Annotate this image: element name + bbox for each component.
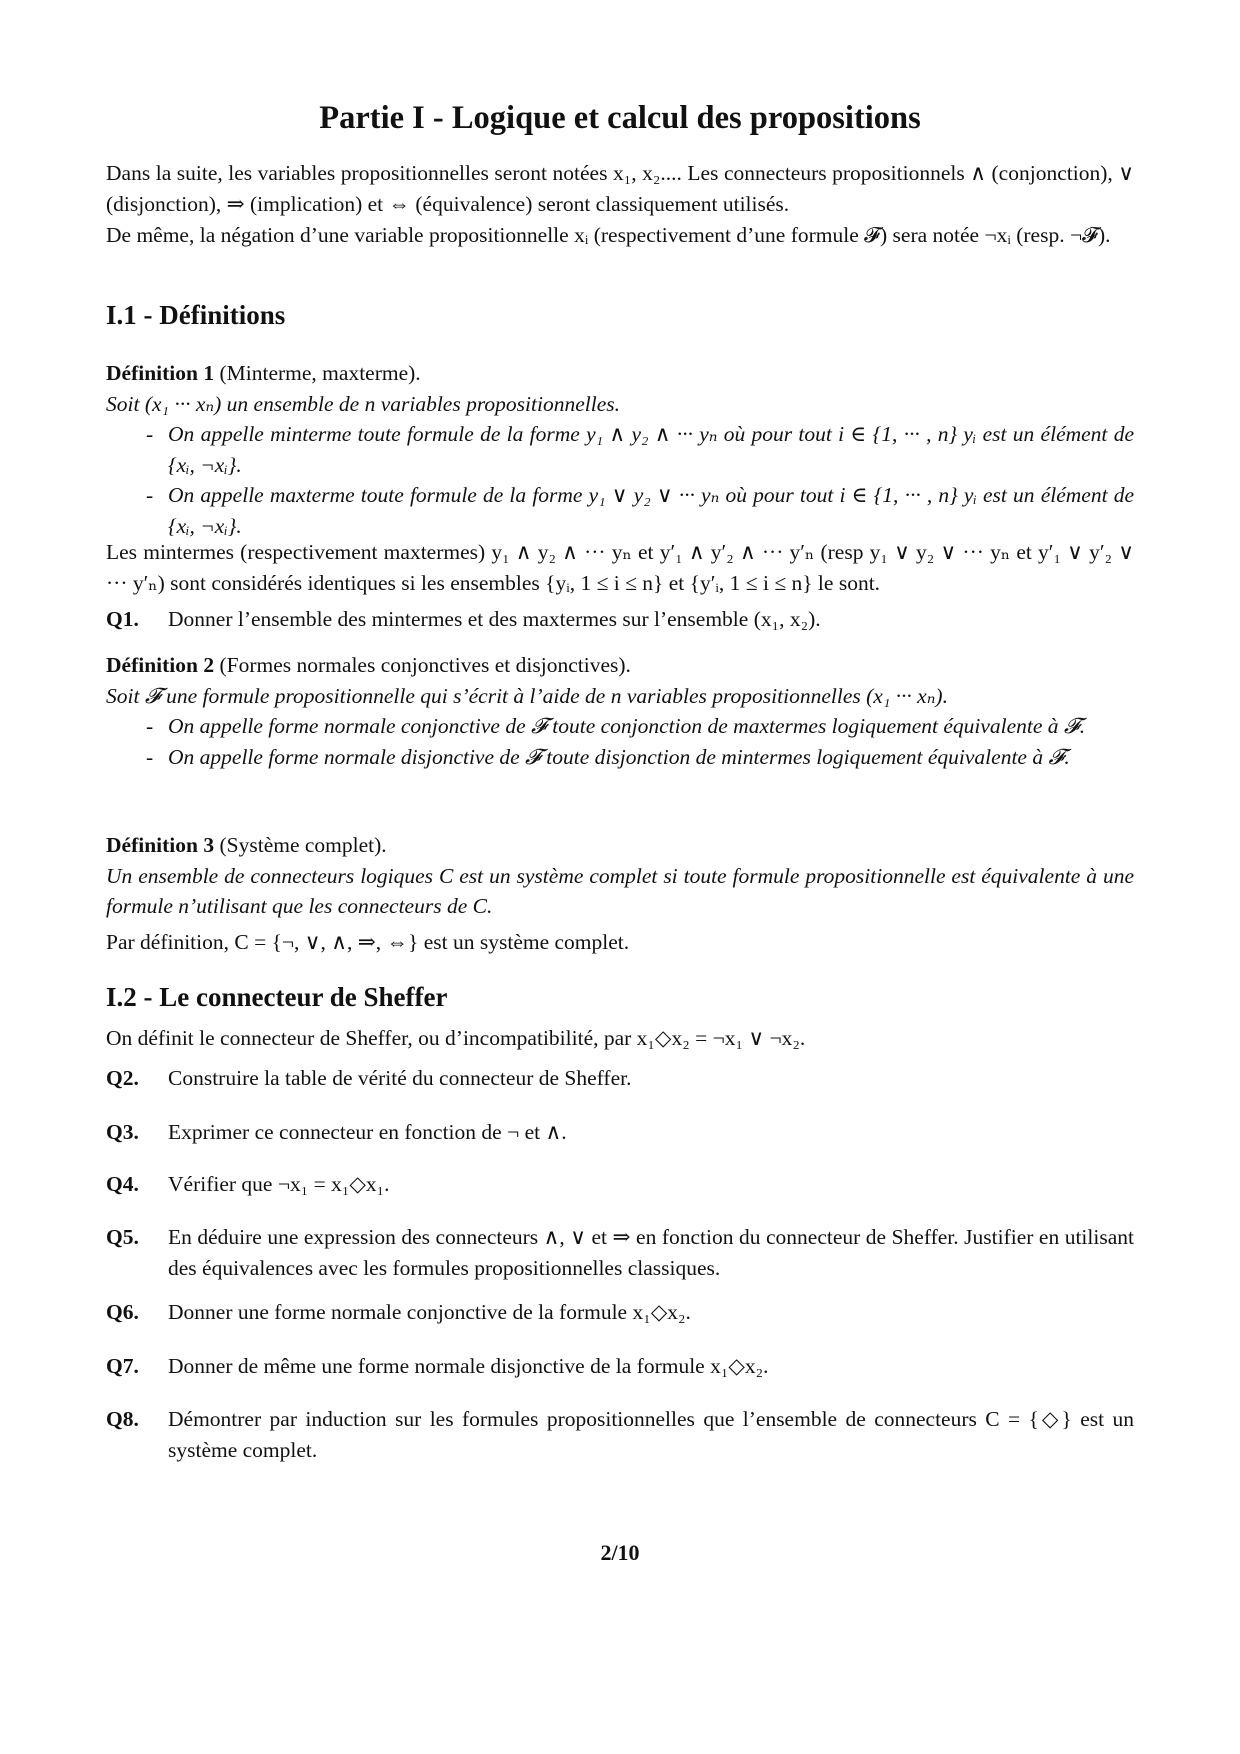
definition-1-statement: Soit (x₁ ··· xₙ) un ensemble de n variables propositionnelles. [106, 391, 620, 416]
question-text: En déduire une expression des connecteurs ∧, ∨ et ⇒ en fonction du connecteur de Sheffer. Justifier en utilisant des équivalences avec les formules propositionnelles classiques. [168, 1225, 1134, 1280]
question-number: Q8. [106, 1407, 139, 1431]
identical-note: Les mintermes (respectivement maxtermes) y₁ ∧ y₂ ∧ ··· yₙ et y′₁ ∧ y′₂ ∧ ··· y′ₙ (resp y₁ ∨ y₂ ∨ ··· yₙ et y′₁ ∨ y′₂ ∨ ··· y′ₙ) sont considérés identiques si les ensembles {yᵢ, 1 ≤ i ≤ n} et {y′ᵢ, 1 ≤ i ≤ n} le sont. [106, 540, 1134, 595]
definition-2-name: (Formes normales conjonctives et disjonctives). [214, 653, 631, 677]
section-heading-sheffer: I.2 - Le connecteur de Sheffer [106, 982, 448, 1012]
question-text: Démontrer par induction sur les formules propositionnelles que l’ensemble de connecteurs C = {◇} est un système complet. [168, 1407, 1134, 1462]
definition-2-item-fnc: - On appelle forme normale conjonctive de 𝓕 toute conjonction de maxtermes logiquement équivalente à 𝓕. [106, 711, 1134, 742]
question-number: Q4. [106, 1172, 139, 1196]
definition-3 [106, 830, 1134, 922]
definition-3-statement: Un ensemble de connecteurs logiques C est un système complet si toute formule propositionnelle est équivalente à une formule n’utilisant que les connecteurs de C. [106, 863, 1134, 918]
list-dash: - [146, 422, 154, 446]
list-dash: - [146, 483, 154, 507]
question-5 [106, 1222, 1134, 1283]
definition-1-item-minterme: - On appelle minterme toute formule de la forme y₁ ∧ y₂ ∧ ··· yₙ où pour tout i ∈ {1, ··· , n} yᵢ est un élément de {xᵢ, ¬xᵢ}. [106, 419, 1134, 480]
question-text: Donner l’ensemble des mintermes et des maxtermes sur l’ensemble (x₁, x₂). [168, 607, 821, 631]
question-text: Exprimer ce connecteur en fonction de ¬ et ∧. [168, 1120, 567, 1144]
page-title: Partie I - Logique et calcul des propositions [319, 100, 921, 136]
question-number: Q7. [106, 1354, 139, 1378]
question-3 [106, 1117, 1134, 1148]
page-number: 2/10 [600, 1540, 640, 1565]
question-number: Q1. [106, 607, 139, 631]
question-7 [106, 1351, 1134, 1382]
definition-1-name: (Minterme, maxterme). [214, 361, 421, 385]
question-number: Q2. [106, 1066, 139, 1090]
question-text: Construire la table de vérité du connecteur de Sheffer. [168, 1066, 632, 1090]
definition-1-label: Définition 1 [106, 361, 215, 385]
sheffer-definition: On définit le connecteur de Sheffer, ou d’incompatibilité, par x₁◇x₂ = ¬x₁ ∨ ¬x₂. [106, 1026, 806, 1050]
question-6 [106, 1297, 1134, 1328]
definition-3-label: Définition 3 [106, 833, 215, 857]
complete-system-note: Par définition, C = {¬, ∨, ∧, ⇒, ⇔} est un système complet. [106, 930, 630, 954]
question-text: Donner une forme normale conjonctive de la formule x₁◇x₂. [168, 1300, 691, 1324]
list-dash: - [146, 744, 154, 769]
definition-1-item-maxterme: - On appelle maxterme toute formule de la forme y₁ ∨ y₂ ∨ ··· yₙ où pour tout i ∈ {1, ··· , n} yᵢ est un élément de {xᵢ, ¬xᵢ}. [106, 480, 1134, 541]
question-number: Q6. [106, 1300, 139, 1324]
definition-2-item-fnd: - On appelle forme normale disjonctive de 𝓕 toute disjonction de mintermes logiquement équivalente à 𝓕. [106, 742, 1134, 773]
definition-2-label: Définition 2 [106, 653, 215, 677]
document-page [106, 0, 1134, 1754]
question-text: Vérifier que ¬x₁ = x₁◇x₁. [168, 1172, 390, 1196]
intro-paragraph-1: Dans la suite, les variables propositionnelles seront notées x₁, x₂.... Les connecteurs propositionnels ∧ (conjonction), ∨ (disjonction), ⇒ (implication) et ⇔ (équivalence) seront classiquement utilisés. [106, 161, 1134, 216]
question-8 [106, 1404, 1134, 1465]
question-number: Q3. [106, 1120, 139, 1144]
question-4 [106, 1169, 1134, 1200]
question-text: Donner de même une forme normale disjonctive de la formule x₁◇x₂. [168, 1354, 769, 1378]
question-number: Q5. [106, 1225, 139, 1249]
question-1 [106, 604, 1134, 635]
definition-2-statement: Soit 𝓕 une formule propositionnelle qui s’écrit à l’aide de n variables propositionnelles (x₁ ··· xₙ). [106, 683, 948, 708]
definition-1 [106, 358, 1134, 541]
question-2 [106, 1063, 1134, 1094]
list-dash: - [146, 714, 154, 738]
definition-3-name: (Système complet). [214, 833, 387, 857]
section-heading-definitions: I.1 - Définitions [106, 300, 286, 330]
definition-2 [106, 650, 1134, 772]
intro-paragraph-2: De même, la négation d’une variable propositionnelle xᵢ (respectivement d’une formule 𝓕) sera notée ¬xᵢ (resp. ¬𝓕). [106, 223, 1111, 247]
